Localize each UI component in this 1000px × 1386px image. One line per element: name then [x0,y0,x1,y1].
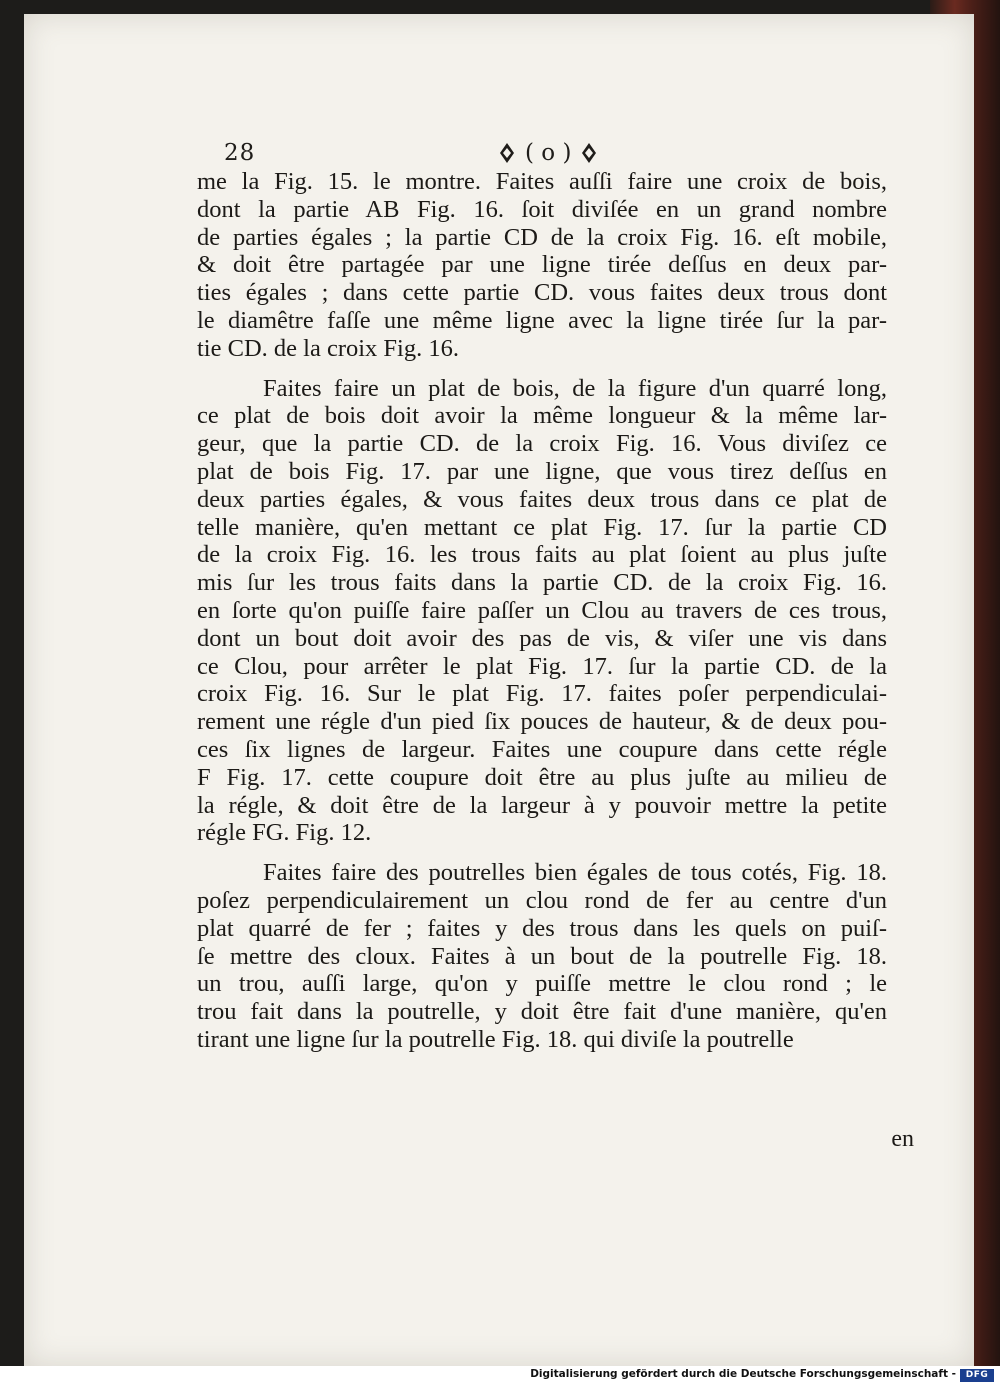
text-line: la régle, & doit être de la largeur à y pouvoir mettre la petite [197,791,887,819]
footer-credit: Digitalisierung gefördert durch die Deutsche Forschungsgemeinschaft - [530,1368,956,1380]
fleuron-left-icon [499,142,515,164]
text-line: deux parties égales, & vous faites deux trous dans ce plat de [197,485,887,513]
text-line: ce plat de bois doit avoir la même longueur & la même lar- [197,402,887,430]
text-line: ſe mettre des cloux. Faites à un bout de la poutrelle Fig. 18. [197,942,887,970]
text-line: & doit être partagée par une ligne tirée deſſus en deux par- [197,251,887,279]
text-line: mis ſur les trous faits dans la partie CD. de la croix Fig. 16. [197,569,887,597]
text-line: croix Fig. 16. Sur le plat Fig. 17. faites poſer perpendiculai- [197,680,887,708]
page-number: 28 [224,140,256,166]
running-head [499,140,659,166]
text-line: ties égales ; dans cette partie CD. vous faites deux trous dont [197,279,887,307]
text-line: rement une régle d'un pied ſix pouces de hauteur, & de deux pou- [197,708,887,736]
text-line: F Fig. 17. cette coupure doit être au plus juſte au milieu de [197,763,887,791]
dfg-logo: DFG [960,1369,994,1382]
fleuron-right-icon [581,142,597,164]
body-text [197,168,887,1054]
text-line: tie CD. de la croix Fig. 16. [197,334,459,362]
text-line: régle FG. Fig. 12. [197,819,372,847]
text-line: ces ſix lignes de largeur. Faites une coupure dans cette régle [197,735,887,763]
text-line: poſez perpendiculairement un clou rond de fer au centre d'un [197,886,887,914]
paragraph [197,859,887,1054]
paragraph [197,375,887,848]
text-line: dont la partie AB Fig. 16. ſoit diviſée en un grand nombre [197,195,887,223]
text-line: tirant une ligne ſur la poutrelle Fig. 18. qui diviſe la poutrelle [197,1025,794,1053]
text-line: geur, que la partie CD. de la croix Fig. 16. Vous diviſez ce [197,430,887,458]
text-line: ce Clou, pour arrêter le plat Fig. 17. ſur la partie CD. de la [197,652,887,680]
text-line: de la croix Fig. 16. les trous faits au plat ſoient au plus juſte [197,541,887,569]
text-line: Faites faire un plat de bois, de la figure d'un quarré long, [263,374,887,402]
text-line: plat quarré de fer ; faites y des trous dans les quels on puiſ- [197,914,887,942]
text-line: telle manière, qu'en mettant ce plat Fig. 17. ſur la partie CD [197,513,887,541]
text-line: trou fait dans la poutrelle, y doit être fait d'une manière, qu'en [197,998,887,1026]
paragraph-gap [197,363,887,375]
text-line: plat de bois Fig. 17. par une ligne, que vous tirez deſſus en [197,457,887,485]
paragraph-gap [197,847,887,859]
paragraph [197,168,887,363]
text-line: en ſorte qu'on puiſſe faire paſſer un Clou au travers de ces trous, [197,596,887,624]
text-line: le diamêtre faſſe une même ligne avec la ligne tirée ſur la par- [197,306,887,334]
text-line: dont un bout doit avoir des pas de vis, & viſer une vis dans [197,624,887,652]
catchword: en [891,1126,914,1152]
text-line: Faites faire des poutrelles bien égales de tous cotés, Fig. 18. [263,859,887,887]
text-line: de parties égales ; la partie CD de la croix Fig. 16. eſt mobile, [197,223,887,251]
digitization-footer [0,1366,1000,1386]
running-head-text: ( o ) [525,140,572,166]
text-line: me la Fig. 15. le montre. Faites auſſi faire une croix de bois, [197,168,887,195]
text-line: un trou, auſſi large, qu'on y puiſſe mettre le clou rond ; le [197,970,887,998]
